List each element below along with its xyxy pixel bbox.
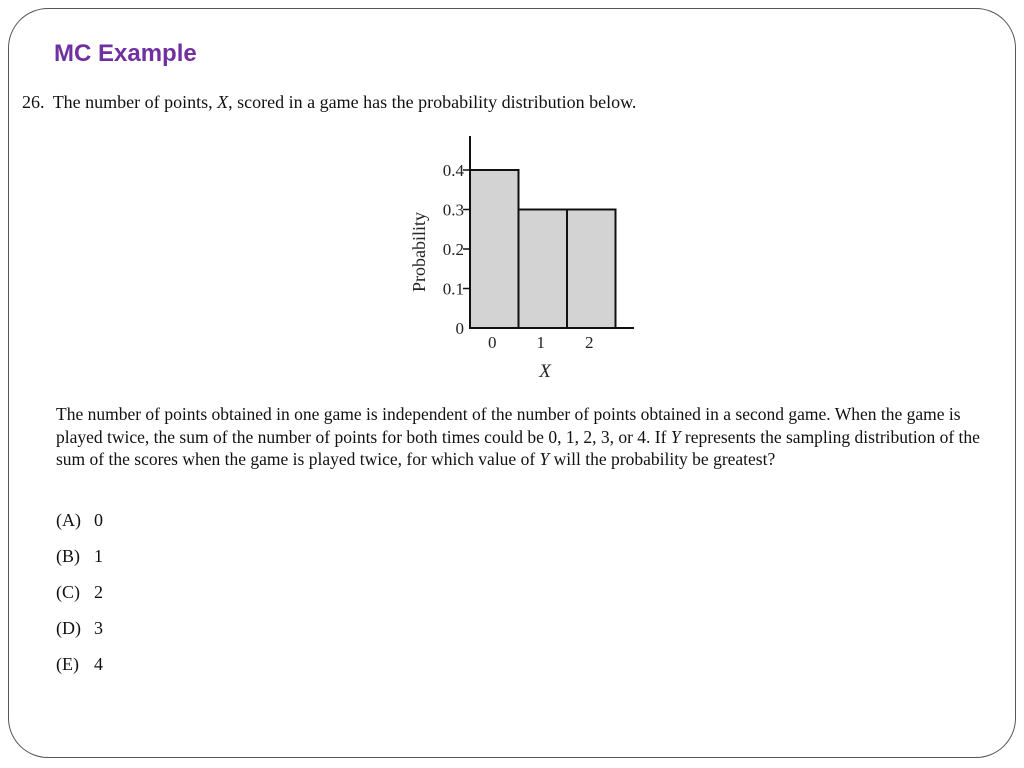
choice-d[interactable] <box>56 618 103 639</box>
slide-title: MC Example <box>54 40 197 67</box>
choice-letter: (E) <box>56 654 79 674</box>
histogram-bar <box>470 170 519 328</box>
x-axis-title: X <box>539 361 551 382</box>
choice-b[interactable] <box>56 546 103 567</box>
choice-letter: (D) <box>56 618 81 638</box>
choice-value: 2 <box>94 582 103 602</box>
question-number: 26. <box>22 92 45 112</box>
choice-letter: (A) <box>56 510 81 530</box>
paragraph-part-3: will the probability be greatest? <box>549 449 776 469</box>
paragraph-variable-y-2: Y <box>539 449 550 469</box>
y-tick-label: 0.1 <box>442 279 464 299</box>
histogram-bar <box>567 210 616 329</box>
paragraph-part-1: The number of points obtained in one game is independent of the number of points obtained in a second game. When the game is played twice, the sum of the number of points for both times could be 0, 1, 2, 3, or 4. If <box>56 404 961 447</box>
paragraph-variable-y-1: Y <box>670 426 681 447</box>
y-axis-title: Probability <box>409 212 429 292</box>
choice-e[interactable] <box>56 654 103 675</box>
x-tick-label: 1 <box>536 333 545 352</box>
choice-value: 4 <box>94 654 103 674</box>
question-stem-after: , scored in a game has the probability distribution below. <box>228 92 637 112</box>
choice-a[interactable] <box>56 510 103 531</box>
question-paragraph <box>56 403 1001 471</box>
y-tick-label: 0.2 <box>442 240 464 259</box>
y-tick-label: 0.3 <box>442 200 464 220</box>
histogram-bar <box>519 210 568 329</box>
x-tick-label: 2 <box>585 333 594 352</box>
choice-letter: (B) <box>56 546 80 566</box>
question-stem-variable: X <box>217 92 229 112</box>
choice-letter: (C) <box>56 582 80 602</box>
y-tick-label: 0.4 <box>442 161 464 180</box>
choice-value: 0 <box>94 510 103 530</box>
choice-value: 3 <box>94 618 103 638</box>
question-stem-before: The number of points, <box>52 92 213 112</box>
x-tick-label: 0 <box>488 333 497 352</box>
y-tick-label: 0 <box>455 319 464 338</box>
choice-value: 1 <box>94 546 103 566</box>
choice-c[interactable] <box>56 582 103 603</box>
chart-layer <box>409 136 634 382</box>
paragraph-part-2: represents the sampling distribution of the sum of the scores when the game is played twice, for which value of <box>56 426 980 469</box>
